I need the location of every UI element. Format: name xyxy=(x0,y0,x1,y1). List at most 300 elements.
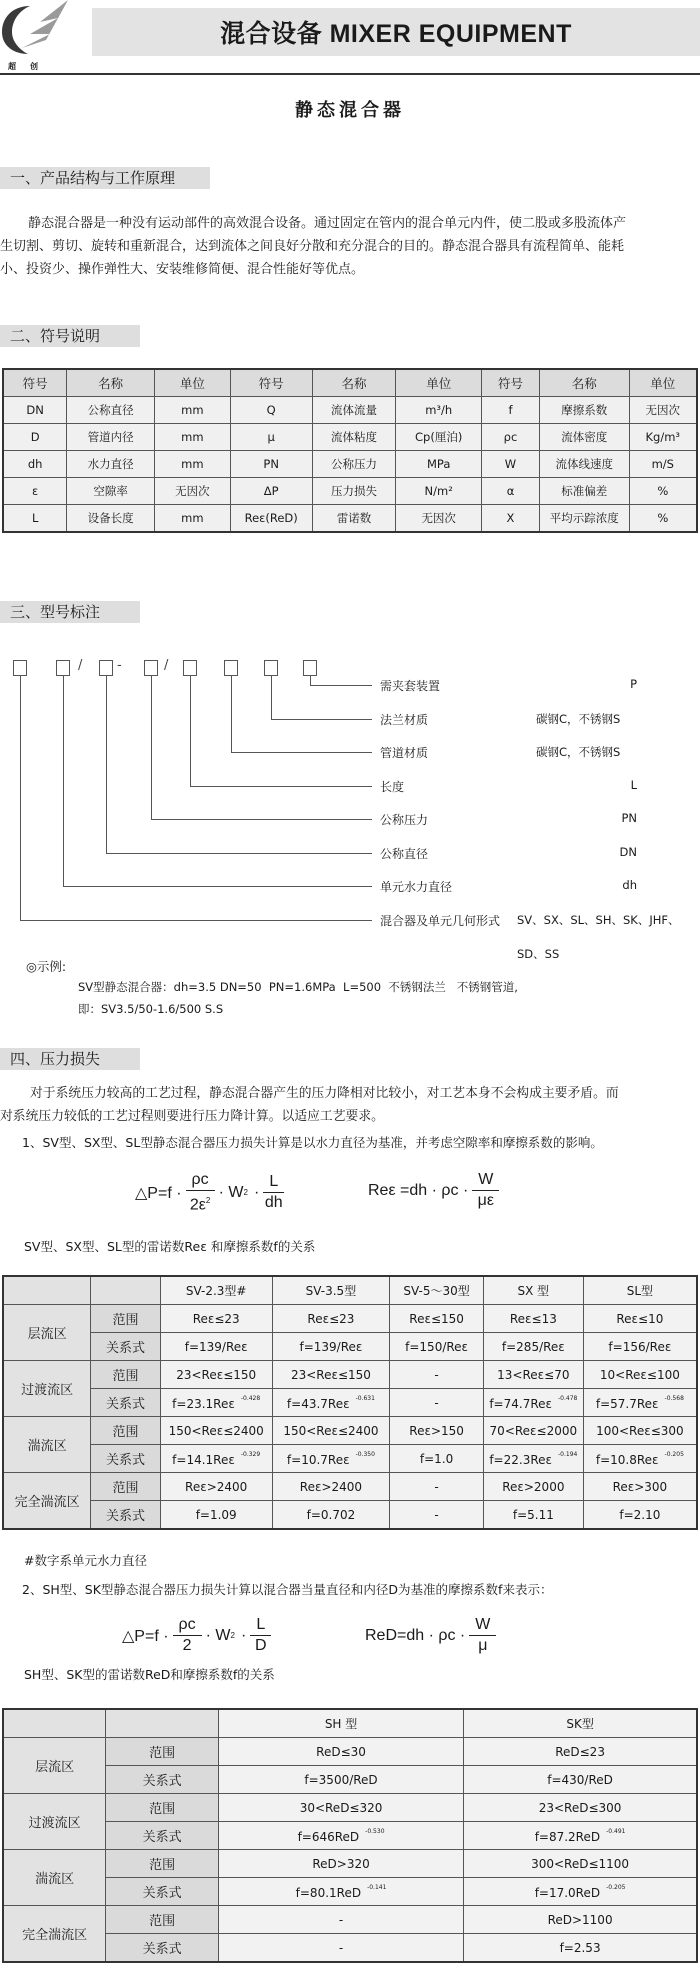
cell-value: f=1.0 xyxy=(419,1451,454,1466)
column-header: SV-2.3型# xyxy=(160,1276,272,1305)
cell-value: f=2.10 xyxy=(619,1507,661,1522)
code-box xyxy=(183,660,197,676)
cell-value: ReD>1100 xyxy=(547,1912,613,1927)
blank-header-cell xyxy=(106,1709,219,1738)
cell-value: 23<Reε≤150 xyxy=(290,1367,371,1382)
model-field-label: 公称压力 xyxy=(380,813,429,827)
cell-value: f=0.702 xyxy=(306,1507,356,1522)
cell-value: 150<Reε≤2400 xyxy=(168,1423,264,1438)
flow-zone: 湍流区 xyxy=(3,1417,91,1473)
cell-value: f=74.7Reε xyxy=(489,1396,552,1411)
formula-cell xyxy=(464,1878,697,1906)
exponent: 2 xyxy=(230,1631,235,1640)
numerator: L xyxy=(263,1172,284,1193)
table-row xyxy=(3,1389,697,1417)
item-1-text: 1、SV型、SX型、SL型静态混合器压力损失计算是以水力直径为基准，并考虑空隙率和摩擦系数的影响。 xyxy=(22,1135,603,1150)
column-header: SX 型 xyxy=(483,1276,583,1305)
fraction xyxy=(469,1615,496,1656)
exponent: -0.491 xyxy=(606,1827,626,1835)
reynolds-formula-1 xyxy=(368,1170,503,1211)
column-header: 符号 xyxy=(230,369,312,397)
intro-line: 静态混合器是一种没有运动部件的高效混合设备。通过固定在管内的混合单元内件，使二股或多股流体产 xyxy=(28,216,627,231)
symbol-cell: 管道内径 xyxy=(67,424,155,451)
symbol-cell: ΔP xyxy=(230,478,312,505)
cell-value: Reε>2400 xyxy=(299,1479,363,1494)
table-row xyxy=(3,1445,697,1473)
symbol-cell: 公称压力 xyxy=(312,451,396,478)
cell-value: f=80.1ReD xyxy=(295,1885,362,1900)
table-row xyxy=(3,1473,697,1501)
cell-value: 150<Reε≤2400 xyxy=(283,1423,379,1438)
leader-line xyxy=(310,676,311,685)
numerator: ρc xyxy=(173,1615,202,1636)
footnote: #数字系单元水力直径 xyxy=(24,1553,147,1568)
leader-line xyxy=(151,676,152,819)
cell-value: 30<ReD≤320 xyxy=(299,1800,383,1815)
symbol-cell: mm xyxy=(154,397,230,424)
exponent: -0.205 xyxy=(606,1883,626,1891)
code-box xyxy=(13,660,27,676)
range-cell xyxy=(464,1738,697,1766)
flow-zone: 层流区 xyxy=(3,1305,91,1361)
symbol-cell: 设备长度 xyxy=(67,505,155,533)
symbol-cell: 无因次 xyxy=(396,505,482,533)
formula-cell xyxy=(390,1501,484,1530)
row-label-range: 范围 xyxy=(91,1305,161,1333)
cell-value: f=23.1Reε xyxy=(172,1396,235,1411)
cell-value: Reε≤23 xyxy=(192,1311,240,1326)
intro-line: 小、投资少、操作弹性大、安装维修简便、混合性能好等优点。 xyxy=(0,262,365,277)
code-separator: - xyxy=(117,658,122,673)
formula-cell xyxy=(160,1333,272,1361)
code-box xyxy=(224,660,238,676)
column-header: SV-3.5型 xyxy=(272,1276,390,1305)
denominator: 2ε xyxy=(189,1196,206,1214)
formula-cell xyxy=(218,1766,463,1794)
cell-value: - xyxy=(338,1940,344,1955)
exponent: -0.141 xyxy=(367,1883,387,1891)
formula-cell xyxy=(390,1445,484,1473)
range-cell xyxy=(464,1794,697,1822)
exponent: 2 xyxy=(205,1196,211,1205)
model-field-code: SV、SX、SL、SH、SK、JHF、 xyxy=(517,912,680,927)
flow-zone: 层流区 xyxy=(3,1738,106,1794)
symbol-cell: % xyxy=(629,478,697,505)
model-field-label: 公称直径 xyxy=(380,846,429,861)
exponent: -0.205 xyxy=(664,1450,684,1458)
row-label-range: 范围 xyxy=(106,1850,219,1878)
symbol-cell: 流体密度 xyxy=(539,424,629,451)
blank-header-cell xyxy=(3,1276,91,1305)
formula-mid: · W xyxy=(218,1183,244,1201)
intro-line: 生切割、剪切、旋转和重新混合，达到流体之间良好分散和充分混合的目的。静态混合器具有流程简单、能耗 xyxy=(0,239,625,254)
row-label-range: 范围 xyxy=(91,1361,161,1389)
formula-lhs: ReD=dh · ρc · xyxy=(365,1626,466,1644)
formula-cell xyxy=(583,1389,697,1417)
code-box xyxy=(56,660,70,676)
cell-value: f=10.7Reε xyxy=(286,1452,350,1467)
model-field-code-continued: SD、SS xyxy=(517,946,560,961)
formula-cell xyxy=(390,1333,484,1361)
symbol-cell: 雷诺数 xyxy=(312,505,396,533)
symbol-cell: 摩擦系数 xyxy=(539,397,629,424)
symbol-cell: % xyxy=(629,505,697,533)
symbol-cell: μ xyxy=(230,424,312,451)
pressure-intro-line: 对系统压力较低的工艺过程则要进行压力降计算。以适应工艺要求。 xyxy=(0,1109,384,1124)
table-header-row xyxy=(3,1276,697,1305)
cell-value: 70<Reε≤2000 xyxy=(489,1423,578,1438)
flow-zone: 完全湍流区 xyxy=(3,1473,91,1530)
formula-cell xyxy=(160,1445,272,1473)
cell-value: Reε>2400 xyxy=(185,1479,248,1494)
symbol-cell: ρc xyxy=(482,424,540,451)
formula-lhs: Reε =dh · ρc · xyxy=(368,1181,469,1199)
symbol-cell: mm xyxy=(154,424,230,451)
model-field-label: 管道材质 xyxy=(380,746,429,760)
column-header: 名称 xyxy=(67,369,155,397)
table-row xyxy=(3,1305,697,1333)
cell-value: ReD>320 xyxy=(312,1856,370,1871)
row-label-range: 范围 xyxy=(91,1473,161,1501)
symbol-row xyxy=(3,478,697,505)
header-divider xyxy=(0,73,700,75)
symbol-cell: ε xyxy=(3,478,67,505)
formula-cell xyxy=(583,1445,697,1473)
symbol-cell: PN xyxy=(230,451,312,478)
symbol-cell: 空隙率 xyxy=(67,478,155,505)
denominator: με xyxy=(477,1192,494,1209)
leader-line xyxy=(63,676,64,886)
formula-cell xyxy=(464,1766,697,1794)
range-cell xyxy=(160,1417,272,1445)
symbol-cell: X xyxy=(482,505,540,533)
formula-lhs: △P=f · xyxy=(122,1627,169,1645)
dot: · xyxy=(253,1183,260,1201)
formula-cell xyxy=(464,1934,697,1963)
cell-value: f=139/Reε xyxy=(299,1339,363,1354)
column-header: 名称 xyxy=(539,369,629,397)
code-separator: / xyxy=(164,658,169,673)
row-label-formula: 关系式 xyxy=(91,1501,161,1530)
model-field-label: 需夹套装置 xyxy=(380,679,441,693)
flow-zone: 湍流区 xyxy=(3,1850,106,1906)
cell-value: Reε≤13 xyxy=(509,1311,557,1326)
cell-value: f=10.8Reε xyxy=(595,1452,659,1467)
table-row xyxy=(3,1878,697,1906)
cell-value: 300<ReD≤1100 xyxy=(531,1856,630,1871)
symbol-cell: DN xyxy=(3,397,67,424)
cell-value: 10<Reε≤100 xyxy=(599,1367,680,1382)
formula-cell xyxy=(272,1501,390,1530)
header-banner: 混合设备 MIXER EQUIPMENT xyxy=(92,8,700,56)
symbol-cell: m³/h xyxy=(396,397,482,424)
section-heading-symbols: 二、符号说明 xyxy=(0,325,140,347)
symbol-table-header xyxy=(3,369,697,397)
table-2-caption: SH型、SK型的雷诺数ReD和摩擦系数f的关系 xyxy=(24,1667,275,1682)
example-title: ◎示例: xyxy=(26,959,67,974)
formula-cell xyxy=(160,1501,272,1530)
formula-lhs: △P=f · xyxy=(135,1184,182,1202)
cell-value: f=14.1Reε xyxy=(172,1452,235,1467)
cell-value: Reε≤10 xyxy=(616,1311,664,1326)
code-box xyxy=(303,660,317,676)
symbol-row xyxy=(3,397,697,424)
range-cell xyxy=(218,1906,463,1934)
range-cell xyxy=(218,1850,463,1878)
cell-value: 23<ReD≤300 xyxy=(538,1800,622,1815)
formula-cell xyxy=(483,1333,583,1361)
reynolds-formula-2 xyxy=(365,1615,500,1656)
column-header: 符号 xyxy=(3,369,67,397)
range-cell xyxy=(218,1794,463,1822)
denominator: 2 xyxy=(182,1637,192,1654)
cell-value: 23<Reε≤150 xyxy=(176,1367,257,1382)
formula-cell xyxy=(583,1333,697,1361)
company-logo xyxy=(0,0,70,56)
cell-value: - xyxy=(434,1479,439,1494)
numerator: W xyxy=(472,1170,499,1191)
reynolds-table-sv xyxy=(2,1275,698,1530)
exponent: -0.329 xyxy=(240,1450,261,1458)
column-header: 单位 xyxy=(154,369,230,397)
denominator: D xyxy=(254,1637,267,1654)
cell-value: f=150/Reε xyxy=(405,1339,469,1354)
example-code: 即：SV3.5/50-1.6/500 S.S xyxy=(78,1002,224,1016)
cell-value: f=285/Reε xyxy=(501,1339,565,1354)
table-row xyxy=(3,1850,697,1878)
table-row xyxy=(3,1934,697,1963)
cell-value: ReD≤23 xyxy=(555,1744,605,1759)
cell-value: f=5.11 xyxy=(512,1507,554,1522)
row-label-formula: 关系式 xyxy=(106,1822,219,1850)
leader-line xyxy=(310,685,372,686)
row-label-formula: 关系式 xyxy=(106,1766,219,1794)
fraction xyxy=(250,1615,271,1656)
range-cell xyxy=(583,1417,697,1445)
model-field-code: PN xyxy=(621,811,637,825)
cell-value: f=156/Reε xyxy=(608,1339,672,1354)
row-label-formula: 关系式 xyxy=(91,1389,161,1417)
table-row xyxy=(3,1501,697,1530)
exponent: -0.478 xyxy=(558,1394,578,1402)
table-row xyxy=(3,1766,697,1794)
formula-cell xyxy=(218,1822,463,1850)
pressure-intro xyxy=(0,1082,700,1128)
table-row xyxy=(3,1361,697,1389)
cell-value: f=43.7Reε xyxy=(286,1396,350,1411)
cell-value: Reε>150 xyxy=(409,1423,464,1438)
exponent: -0.568 xyxy=(664,1394,684,1402)
formula-cell xyxy=(272,1389,390,1417)
cell-value: 13<Reε≤70 xyxy=(497,1367,570,1382)
exponent: 2 xyxy=(243,1188,248,1198)
model-field-code: 碳钢C，不锈钢S xyxy=(536,711,621,726)
leader-line xyxy=(271,719,372,720)
column-header: 符号 xyxy=(482,369,540,397)
range-cell xyxy=(272,1361,390,1389)
range-cell xyxy=(390,1305,484,1333)
row-label-formula: 关系式 xyxy=(106,1878,219,1906)
model-field-label: 长度 xyxy=(380,779,405,794)
cell-value: - xyxy=(434,1367,439,1382)
fraction xyxy=(472,1170,499,1211)
table-1-caption: SV型、SX型、SL型的雷诺数Reε 和摩擦系数f的关系 xyxy=(24,1239,316,1254)
cell-value: f=139/Reε xyxy=(184,1339,248,1354)
range-cell xyxy=(483,1361,583,1389)
cell-value: f=2.53 xyxy=(559,1940,601,1955)
leader-line xyxy=(106,853,372,854)
symbol-cell: D xyxy=(3,424,67,451)
formula-cell xyxy=(483,1445,583,1473)
column-header: 单位 xyxy=(396,369,482,397)
symbol-cell: W xyxy=(482,451,540,478)
row-label-range: 范围 xyxy=(91,1417,161,1445)
range-cell xyxy=(464,1850,697,1878)
model-code-diagram xyxy=(0,650,700,961)
range-cell xyxy=(483,1473,583,1501)
symbol-row xyxy=(3,424,697,451)
formula-cell xyxy=(483,1501,583,1530)
flow-zone: 过渡流区 xyxy=(3,1361,91,1417)
cell-value: f=646ReD xyxy=(297,1829,360,1844)
exponent: -0.631 xyxy=(355,1394,375,1402)
range-cell xyxy=(483,1417,583,1445)
model-field-code: DN xyxy=(619,844,637,859)
range-cell xyxy=(160,1361,272,1389)
leader-line xyxy=(190,786,372,787)
formula-cell xyxy=(272,1333,390,1361)
cell-value: f=430/ReD xyxy=(547,1772,613,1787)
fraction xyxy=(186,1170,215,1215)
cell-value: f=22.3Reε xyxy=(489,1452,552,1467)
symbol-cell: 标准偏差 xyxy=(539,478,629,505)
range-cell xyxy=(483,1305,583,1333)
table-row xyxy=(3,1822,697,1850)
table-row xyxy=(3,1906,697,1934)
row-label-formula: 关系式 xyxy=(91,1333,161,1361)
row-label-range: 范围 xyxy=(106,1906,219,1934)
symbol-cell: m/S xyxy=(629,451,697,478)
exponent: -0.350 xyxy=(355,1450,375,1458)
symbol-cell: f xyxy=(482,397,540,424)
cell-value: Reε>2000 xyxy=(502,1479,565,1494)
intro-paragraph xyxy=(0,212,700,281)
symbol-cell: α xyxy=(482,478,540,505)
leader-line xyxy=(151,819,372,820)
code-box xyxy=(264,660,278,676)
symbol-table xyxy=(2,368,698,533)
column-header: 单位 xyxy=(629,369,697,397)
model-field-code: 碳钢C，不锈钢S xyxy=(536,745,621,759)
column-header: 名称 xyxy=(312,369,396,397)
row-label-formula: 关系式 xyxy=(91,1445,161,1473)
leader-line xyxy=(20,920,372,921)
symbol-cell: 公称直径 xyxy=(67,397,155,424)
range-cell xyxy=(583,1361,697,1389)
range-cell xyxy=(272,1473,390,1501)
cell-value: - xyxy=(338,1912,344,1927)
cell-value: Reε>300 xyxy=(612,1479,668,1494)
row-label-range: 范围 xyxy=(106,1794,219,1822)
symbol-cell: L xyxy=(3,505,67,533)
blank-header-cell xyxy=(3,1709,106,1738)
symbol-cell: dh xyxy=(3,451,67,478)
cell-value: 100<Reε≤300 xyxy=(596,1423,684,1438)
range-cell xyxy=(390,1417,484,1445)
model-field-label: 法兰材质 xyxy=(380,712,429,727)
symbol-cell: 流体流量 xyxy=(312,397,396,424)
leader-line xyxy=(231,676,232,752)
exponent: -0.194 xyxy=(558,1450,578,1458)
range-cell xyxy=(583,1473,697,1501)
symbol-cell: MPa xyxy=(396,451,482,478)
blank-header-cell xyxy=(91,1276,161,1305)
flow-zone: 完全湍流区 xyxy=(3,1906,106,1963)
range-cell xyxy=(272,1417,390,1445)
symbol-cell: mm xyxy=(154,505,230,533)
cell-value: ReD≤30 xyxy=(316,1744,366,1759)
column-header: SL型 xyxy=(583,1276,697,1305)
numerator: W xyxy=(469,1615,496,1636)
pressure-drop-formula-2 xyxy=(122,1615,275,1656)
symbol-cell: 无因次 xyxy=(154,478,230,505)
cell-value: f=1.09 xyxy=(195,1507,237,1522)
cell-value: Reε≤150 xyxy=(409,1311,464,1326)
section-heading-structure: 一、产品结构与工作原理 xyxy=(0,167,210,189)
table-row xyxy=(3,1794,697,1822)
cell-value: f=57.7Reε xyxy=(595,1396,659,1411)
formula-cell xyxy=(390,1389,484,1417)
model-field-label: 混合器及单元几何形式 xyxy=(380,913,501,928)
column-header: SV-5～30型 xyxy=(390,1276,484,1305)
formula-cell xyxy=(583,1501,697,1530)
model-field-code: L xyxy=(630,777,637,792)
page-title: 静态混合器 xyxy=(295,100,405,121)
denominator: μ xyxy=(478,1637,488,1654)
fraction xyxy=(263,1172,284,1213)
section-heading-model: 三、型号标注 xyxy=(0,601,140,623)
cell-value: f=17.0ReD xyxy=(534,1885,601,1900)
range-cell xyxy=(464,1906,697,1934)
symbol-row xyxy=(3,505,697,533)
range-cell xyxy=(390,1473,484,1501)
symbol-cell: 平均示踪浓度 xyxy=(539,505,629,533)
table-row xyxy=(3,1417,697,1445)
symbol-row xyxy=(3,451,697,478)
denominator: dh xyxy=(264,1194,283,1212)
range-cell xyxy=(160,1473,272,1501)
formula-cell xyxy=(218,1878,463,1906)
pressure-intro-line: 对于系统压力较高的工艺过程，静态混合器产生的压力降相对比较小，对工艺本身不会构成主要矛盾。而 xyxy=(30,1086,619,1101)
symbol-cell: 压力损失 xyxy=(312,478,396,505)
range-cell xyxy=(583,1305,697,1333)
numerator: L xyxy=(250,1615,271,1636)
formula-cell xyxy=(464,1822,697,1850)
leader-line xyxy=(190,676,191,786)
symbol-cell: 水力直径 xyxy=(67,451,155,478)
leader-line xyxy=(20,676,21,920)
flow-zone: 过渡流区 xyxy=(3,1794,106,1850)
fraction xyxy=(173,1615,202,1656)
formula-cell xyxy=(218,1934,463,1963)
leader-line xyxy=(271,676,272,719)
symbol-cell: Reε(ReD) xyxy=(230,505,312,533)
formula-mid: · W xyxy=(205,1626,231,1644)
leader-line xyxy=(63,886,372,887)
exponent: -0.530 xyxy=(365,1827,385,1835)
numerator: ρc xyxy=(186,1170,215,1191)
row-label-range: 范围 xyxy=(106,1738,219,1766)
